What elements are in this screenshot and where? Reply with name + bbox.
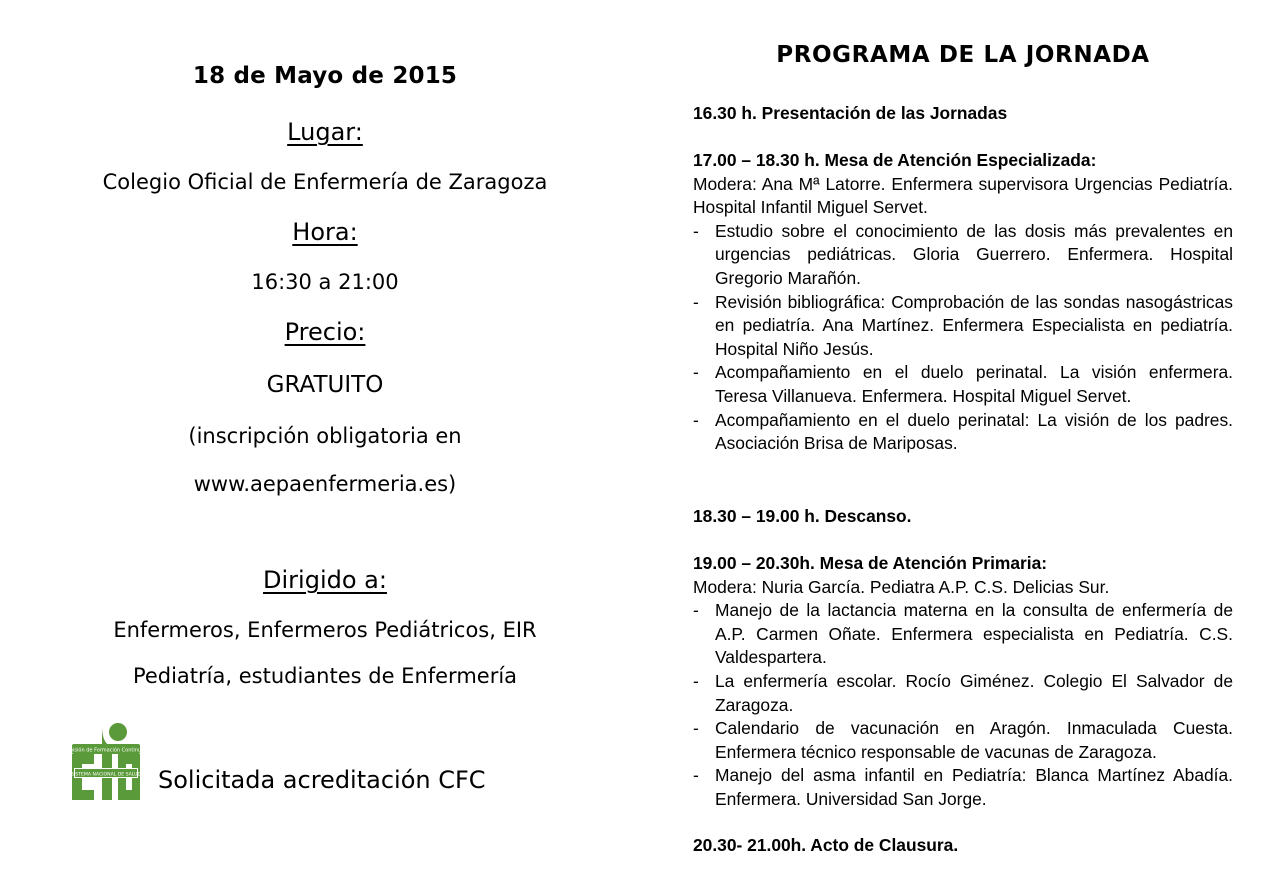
list-item: - Acompañamiento en el duelo perinatal. La visión enfermera. Teresa Villanueva. Enfermera. Hospital Miguel Servet. (693, 362, 1233, 406)
dirigido-line-1: Enfermeros, Enfermeros Pediátricos, EIR (113, 618, 537, 642)
session-especializada (693, 149, 1233, 456)
precio-heading: Precio: (284, 318, 366, 346)
program-column (693, 0, 1233, 886)
program-title: PROGRAMA DE LA JORNADA (776, 42, 1150, 68)
list-item: - Acompañamiento en el duelo perinatal: La visión de los padres. Asociación Brisa de Mariposas. (693, 409, 1233, 454)
lugar-value: Colegio Oficial de Enfermería de Zaragoza (102, 170, 548, 194)
lugar-heading: Lugar: (287, 118, 363, 146)
hora-value: 16:30 a 21:00 (251, 270, 399, 294)
list-item: - La enfermería escolar. Rocío Giménez. Colegio El Salvador de Zaragoza. (693, 670, 1233, 715)
inscripcion-line-1: (inscripción obligatoria en (188, 424, 462, 448)
logo-middle-text: SISTEMA NACIONAL DE SALUD (70, 772, 142, 778)
session-moderator: Modera: Ana Mª Latorre. Enfermera supervisora Urgencias Pediatría. Hospital Infantil Miguel Servet. (693, 173, 1233, 218)
session-clausura: 20.30- 21.00h. Acto de Clausura. (693, 835, 959, 855)
inscripcion-link[interactable]: www.aepaenfermeria.es) (193, 472, 457, 496)
list-item: - Manejo del asma infantil en Pediatría: Blanca Martínez Abadía. Enfermera. Universidad San Jorge. (693, 765, 1233, 809)
precio-value: GRATUITO (266, 372, 384, 398)
list-item: - Manejo de la lactancia materna en la consulta de enfermería de A.P. Carmen Oñate. Enfermera especialista en Pediatría. C.S. Valdespartera. (693, 600, 1233, 668)
event-info-column (60, 0, 590, 886)
list-item: - Estudio sobre el conocimiento de las dosis más prevalentes en urgencias pediátricas. Gloria Guerrero. Enfermera. Hospital Gregorio Marañón. (693, 220, 1233, 288)
session-descanso: 18.30 – 19.00 h. Descanso. (693, 506, 912, 526)
session-title: 17.00 – 18.30 h. Mesa de Atención Especializada: (693, 150, 1097, 170)
session-moderator: Modera: Nuria García. Pediatra A.P. C.S. Delicias Sur. (693, 576, 1110, 597)
hora-heading: Hora: (292, 218, 358, 246)
session-primaria (693, 552, 1233, 812)
accreditation-row (61, 722, 592, 802)
logo-top-text: Comisión de Formación Continuada (61, 747, 151, 754)
dirigido-heading: Dirigido a: (263, 566, 387, 594)
accreditation-text: Solicitada acreditación CFC (158, 766, 486, 794)
session-title: 19.00 – 20.30h. Mesa de Atención Primaria: (693, 553, 1048, 573)
dirigido-line-2: Pediatría, estudiantes de Enfermería (132, 664, 518, 688)
list-item: - Revisión bibliográfica: Comprobación de las sondas nasogástricas en pediatría. Ana Martínez. Enfermera Especialista en pediatría. Hospital Niño Jesús. (693, 291, 1233, 359)
event-date: 18 de Mayo de 2015 (192, 63, 458, 89)
list-item: - Calendario de vacunación en Aragón. Inmaculada Cuesta. Enfermera técnico responsable de vacunas de Zaragoza. (693, 718, 1233, 762)
session-presentation: 16.30 h. Presentación de las Jornadas (693, 103, 1008, 123)
cfc-logo-icon (61, 722, 151, 800)
